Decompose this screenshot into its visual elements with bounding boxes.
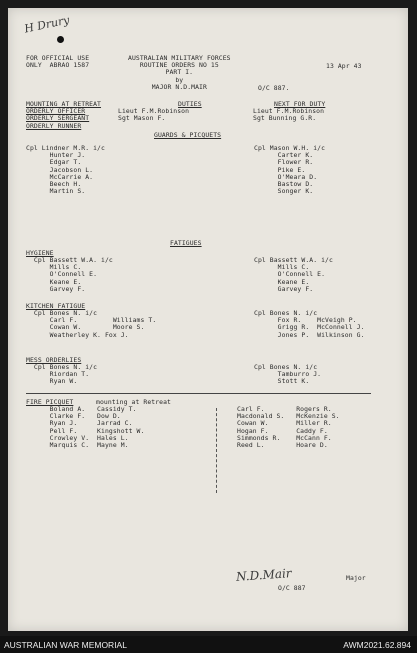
- document-page: [8, 8, 408, 631]
- next-duty-heading: NEXT FOR DUTY: [274, 100, 326, 108]
- duties-heading: DUTIES: [178, 100, 202, 108]
- mess-left-list: Cpl Bones N. i/c Riordan T. Ryan W.: [33, 363, 98, 386]
- fire-picquet-mounting: mounting at Retreat: [96, 398, 172, 406]
- guards-heading: GUARDS & PICQUETS: [154, 131, 222, 139]
- archive-id: AWM2021.62.894: [343, 640, 411, 650]
- section-divider: [26, 393, 371, 394]
- signature-oc: O/C 887: [278, 584, 306, 592]
- kitchen-label: KITCHEN FATIGUE: [26, 302, 86, 310]
- order-title: AUSTRALIAN MILITARY FORCES ROUTINE ORDERS NO 15 PART I. by MAJOR N.D.MAIR: [128, 54, 231, 91]
- archive-footer: [0, 636, 417, 653]
- fire-left-list: Boland A. Cassidy T. Clarke F. Dow D. Ryan J. Jarrad C. Pell F. Kingshott W. Crowley V. Hales L. Marquis C. Mayne M.: [49, 405, 145, 450]
- order-date: 13 Apr 43: [326, 62, 362, 70]
- kitchen-left-list: Cpl Bones N. i/c Carl F. Williams T. Cowan W. Moore S. Weatherley K. Fox J.: [33, 309, 157, 339]
- signature-rank: Major: [346, 574, 366, 582]
- duty-roles: MOUNTING AT RETREAT ORDERLY OFFICER ORDERLY SERGEANT ORDERLY RUNNER: [26, 100, 102, 130]
- next-duty-list: Lieut F.M.Robinson Sgt Bunning G.R.: [253, 107, 325, 123]
- fatigues-heading: FATIGUES: [170, 239, 202, 247]
- kitchen-right-list: Cpl Bones N. i/c Fox R. McVeigh P. Grigg R. McConnell J. Jones P. Wilkinson G.: [254, 309, 365, 339]
- guards-right-list: Cpl Mason W.H. i/c Carter K. Flower R. Pike E. O'Meara D. Bastow D. Songer K.: [254, 144, 326, 196]
- signature-scrawl: N.D.Mair: [235, 566, 292, 584]
- fire-right-list: Carl F. Rogers R. Macdonald S. McKenzie S. Cowan W. Miller R. Hogan F. Caddy F. Simmonds R. McCann F. Reed L. Hoare D.: [237, 405, 340, 450]
- mess-label: MESS ORDERLIES: [26, 356, 82, 364]
- duties-today: Lieut F.M.Robinson Sgt Mason F.: [118, 107, 190, 123]
- archive-name: AUSTRALIAN WAR MEMORIAL: [4, 640, 127, 650]
- punch-hole: [57, 36, 64, 43]
- mess-right-list: Cpl Bones N. i/c Tamburro J. Stott K.: [254, 363, 322, 386]
- column-divider: [216, 408, 217, 493]
- order-oc: O/C 887.: [258, 84, 290, 92]
- handwritten-initials: H Drury: [23, 13, 71, 36]
- hygiene-left-list: Cpl Bassett W.A. i/c Mills C. O'Connell E. Keane E. Garvey F.: [33, 256, 113, 293]
- fire-picquet-label: FIRE PICQUET: [26, 398, 74, 406]
- hygiene-right-list: Cpl Bassett W.A. i/c Mills C. O'Connell E. Keane E. Garvey F.: [254, 256, 333, 293]
- official-use-stamp: FOR OFFICIAL USE ONLY ABRAO 1587: [26, 54, 90, 70]
- hygiene-label: HYGIENE: [26, 249, 54, 257]
- guards-left-list: Cpl Lindner M.R. i/c Hunter J. Edgar T. Jacobson L. McCarrie A. Beech H. Martin S.: [26, 144, 105, 196]
